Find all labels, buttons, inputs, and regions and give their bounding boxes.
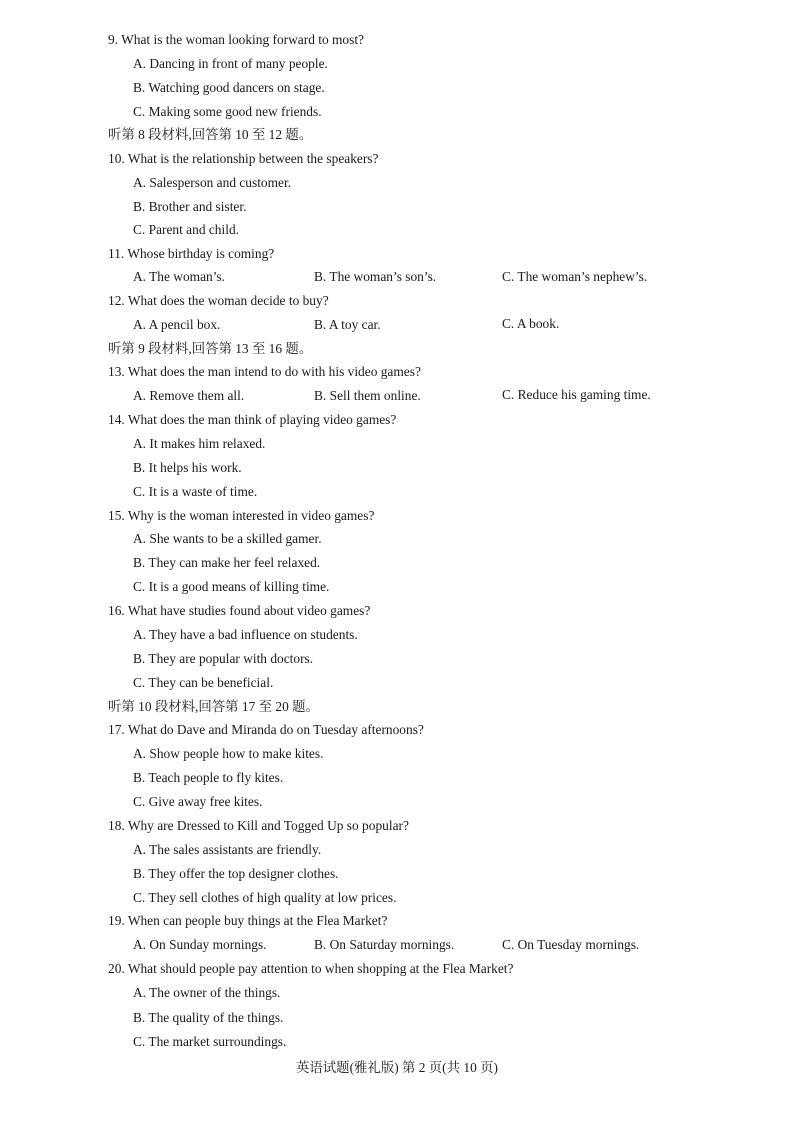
question-20-stem: 20. What should people pay attention to when shopping at the Flea Market? — [108, 961, 514, 976]
question-12-option-a: A. A pencil box. — [133, 317, 221, 332]
question-19-option-c: C. On Tuesday mornings. — [502, 937, 640, 952]
question-15-stem: 15. Why is the woman interested in video games? — [108, 508, 375, 523]
question-16-option-c: C. They can be beneficial. — [133, 675, 274, 690]
question-15-option-c: C. It is a good means of killing time. — [133, 579, 330, 594]
question-12-option-c: C. A book. — [502, 316, 560, 331]
question-11-option-c: C. The woman’s nephew’s. — [502, 269, 648, 284]
question-11-stem: 11. Whose birthday is coming? — [108, 246, 275, 261]
question-17-option-b: B. Teach people to fly kites. — [133, 770, 284, 785]
question-9-option-b: B. Watching good dancers on stage. — [133, 80, 325, 95]
question-20-option-c: C. The market surroundings. — [133, 1034, 287, 1049]
question-13-option-a: A. Remove them all. — [133, 388, 245, 403]
question-13-stem: 13. What does the man intend to do with his video games? — [108, 364, 421, 379]
question-13-option-c: C. Reduce his gaming time. — [502, 387, 651, 402]
question-18-option-b: B. They offer the top designer clothes. — [133, 866, 339, 881]
question-15-option-b: B. They can make her feel relaxed. — [133, 555, 321, 570]
question-14-option-a: A. It makes him relaxed. — [133, 436, 266, 451]
question-10-stem: 10. What is the relationship between the speakers? — [108, 151, 379, 166]
question-16-stem: 16. What have studies found about video games? — [108, 603, 371, 618]
question-18-option-a: A. The sales assistants are friendly. — [133, 842, 322, 857]
question-20-option-a: A. The owner of the things. — [133, 985, 281, 1000]
question-14-option-b: B. It helps his work. — [133, 460, 242, 475]
question-14-stem: 14. What does the man think of playing video games? — [108, 412, 397, 427]
question-11-option-a: A. The woman’s. — [133, 269, 225, 284]
question-16-option-a: A. They have a bad influence on students. — [133, 627, 358, 642]
section-9-heading: 听第 9 段材料,回答第 13 至 16 题。 — [108, 341, 313, 356]
question-14-option-c: C. It is a waste of time. — [133, 484, 258, 499]
question-15-option-a: A. She wants to be a skilled gamer. — [133, 531, 322, 546]
question-10-option-c: C. Parent and child. — [133, 222, 239, 237]
question-17-option-c: C. Give away free kites. — [133, 794, 263, 809]
question-19-stem: 19. When can people buy things at the Flea Market? — [108, 913, 388, 928]
question-16-option-b: B. They are popular with doctors. — [133, 651, 314, 666]
question-10-option-b: B. Brother and sister. — [133, 199, 247, 214]
question-12-stem: 12. What does the woman decide to buy? — [108, 293, 329, 308]
question-10-option-a: A. Salesperson and customer. — [133, 175, 292, 190]
question-19-option-a: A. On Sunday mornings. — [133, 937, 267, 952]
question-9-option-a: A. Dancing in front of many people. — [133, 56, 328, 71]
question-18-stem: 18. Why are Dressed to Kill and Togged Up so popular? — [108, 818, 409, 833]
question-9-option-c: C. Making some good new friends. — [133, 104, 322, 119]
question-13-option-b: B. Sell them online. — [314, 388, 421, 403]
question-9-stem: 9. What is the woman looking forward to most? — [108, 32, 364, 47]
question-17-stem: 17. What do Dave and Miranda do on Tuesday afternoons? — [108, 722, 424, 737]
page-footer: 英语试题(雅礼版) 第 2 页(共 10 页) — [296, 1060, 498, 1075]
question-17-option-a: A. Show people how to make kites. — [133, 746, 324, 761]
question-20-option-b: B. The quality of the things. — [133, 1010, 284, 1025]
question-12-option-b: B. A toy car. — [314, 317, 381, 332]
question-18-option-c: C. They sell clothes of high quality at low prices. — [133, 890, 397, 905]
question-19-option-b: B. On Saturday mornings. — [314, 937, 455, 952]
question-11-option-b: B. The woman’s son’s. — [314, 269, 437, 284]
section-8-heading: 听第 8 段材料,回答第 10 至 12 题。 — [108, 127, 313, 142]
section-10-heading: 听第 10 段材料,回答第 17 至 20 题。 — [108, 699, 319, 714]
